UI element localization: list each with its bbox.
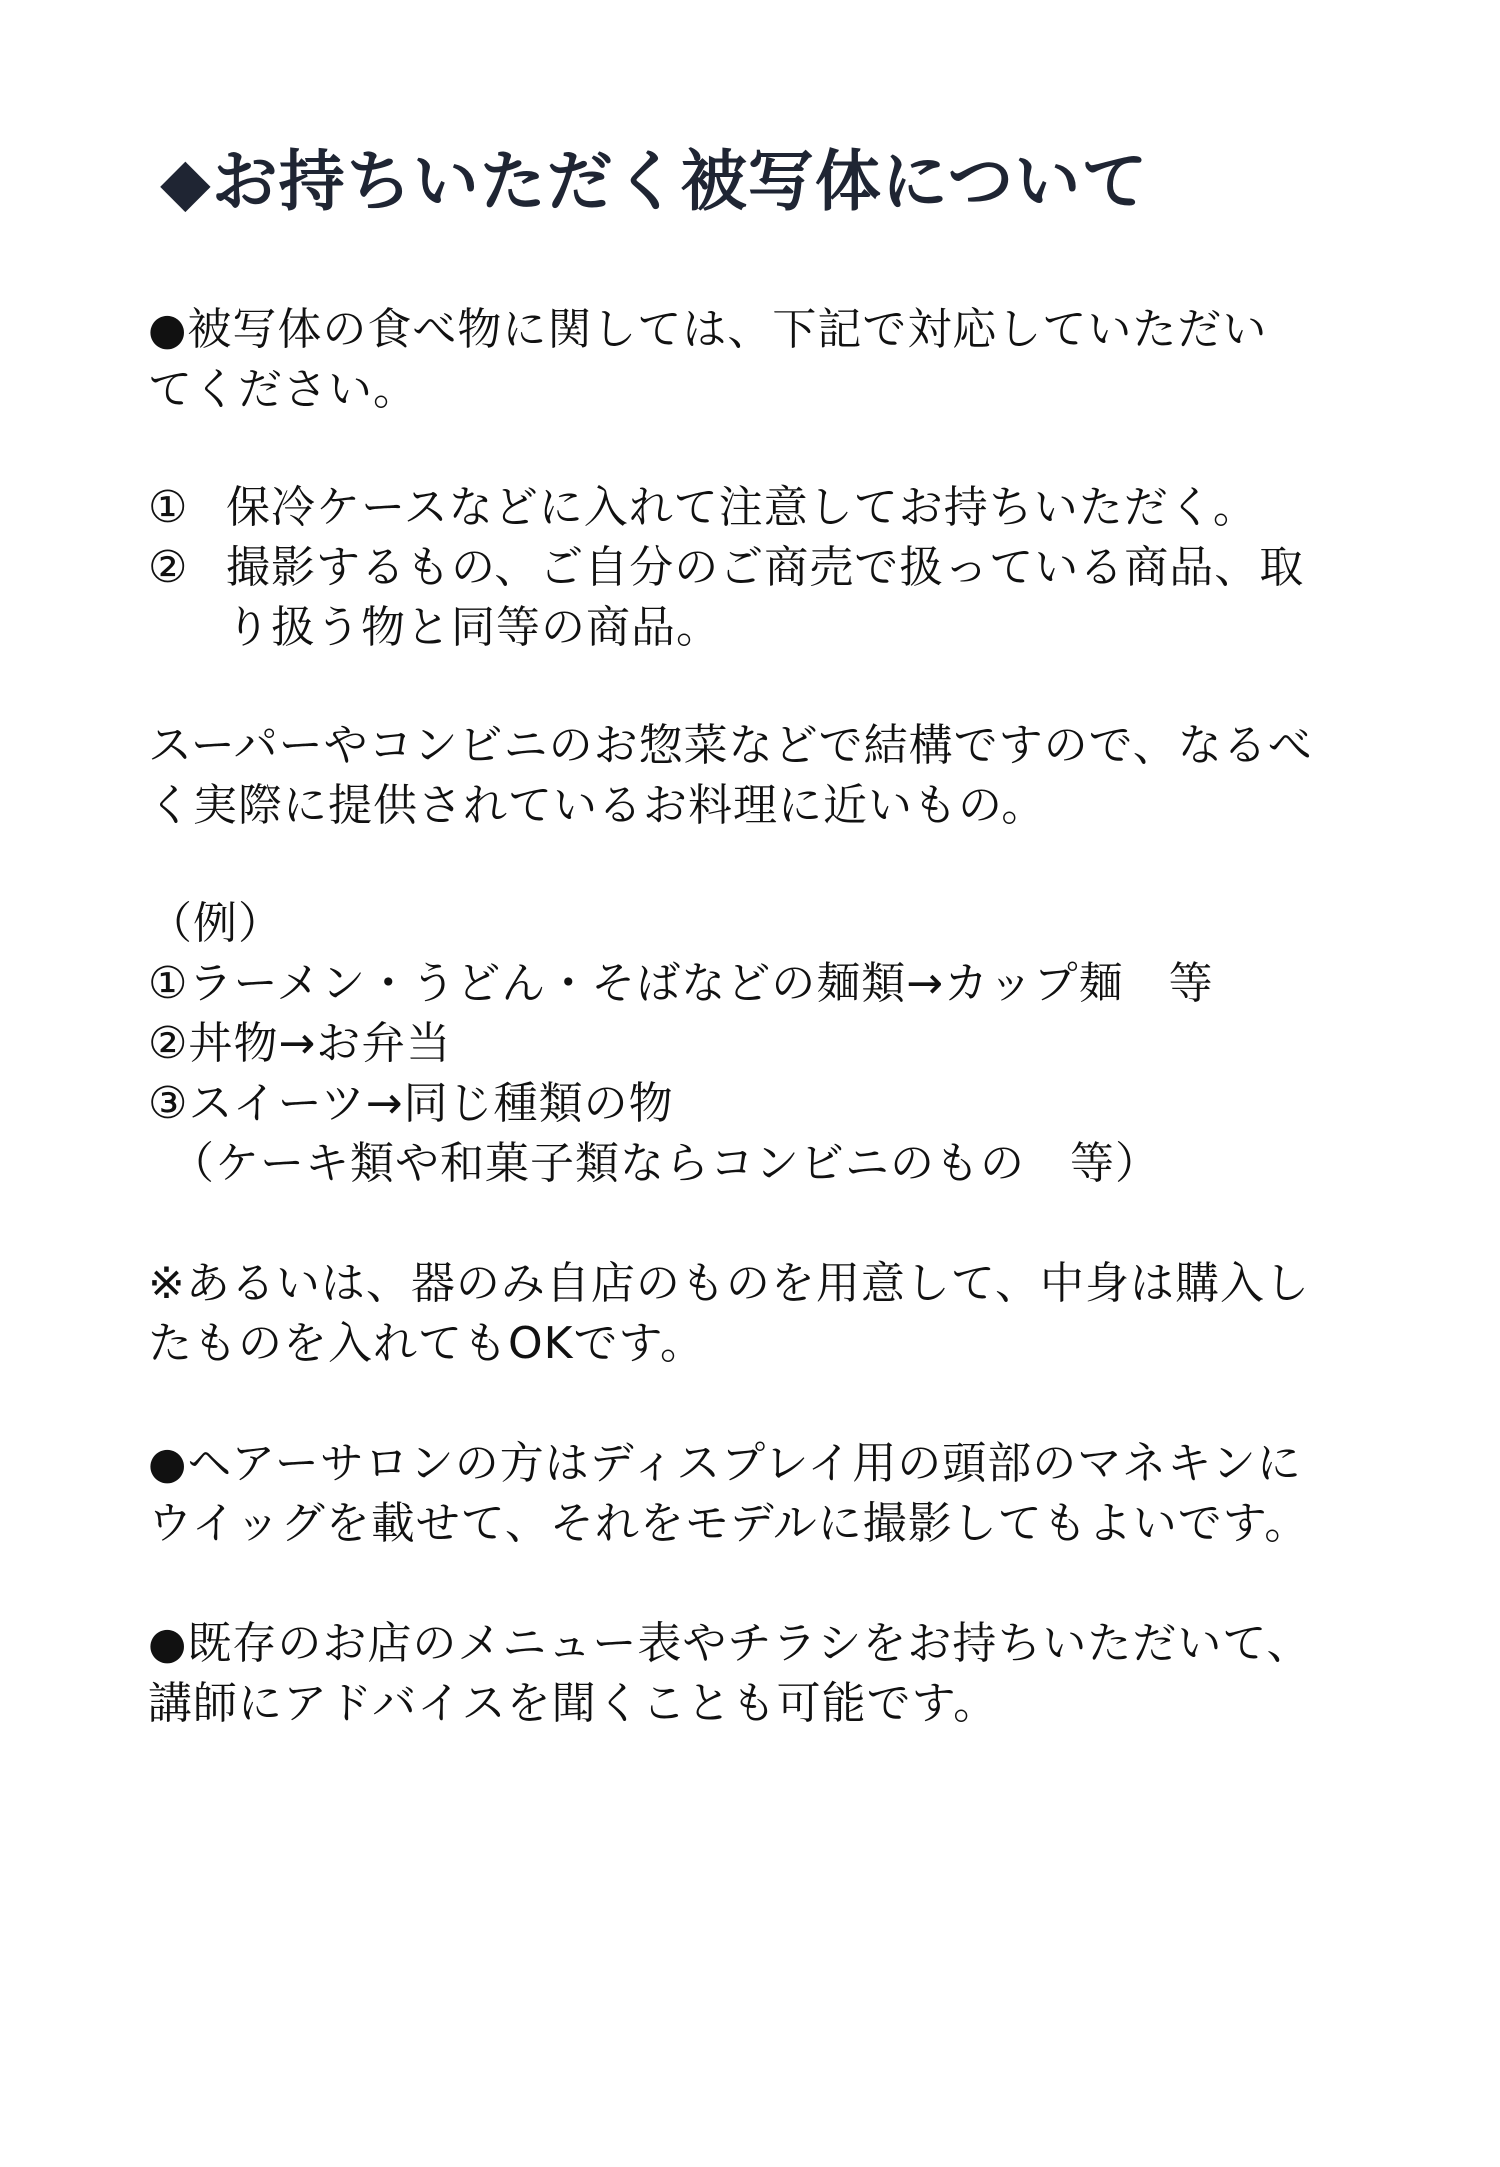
list-item-number: ① xyxy=(148,482,189,533)
example-item-note: （ケーキ類や和菓子類ならコンビニのもの 等） xyxy=(170,1138,1160,1189)
salon-line-2: ウイッグを載せて、それをモデルに撮影してもよいです。 xyxy=(148,1498,1310,1549)
list-item xyxy=(148,478,1258,538)
list-item-continuation: り扱う物と同等の商品。 xyxy=(226,602,721,653)
note-line-1: ※あるいは、器のみ自店のものを用意して、中身は購入し xyxy=(148,1258,1310,1309)
example-item: ①ラーメン・うどん・そばなどの麺類→カップ麺 等 xyxy=(148,958,1214,1009)
page-title: ◆お持ちいただく被写体について xyxy=(160,143,1149,220)
list-item xyxy=(148,538,1304,598)
menu-line-2: 講師にアドバイスを聞くことも可能です。 xyxy=(148,1678,999,1729)
salon-line-1: ●ヘアーサロンの方はディスプレイ用の頭部のマネキンに xyxy=(148,1438,1302,1489)
menu-line-1: ●既存のお店のメニュー表やチラシをお持ちいただいて、 xyxy=(148,1618,1312,1669)
food-intro-line-2: てください。 xyxy=(148,364,418,415)
list-item-number: ② xyxy=(148,542,189,593)
list-item-text: 撮影するもの、ご自分のご商売で扱っている商品、取 xyxy=(226,542,1305,593)
example-item: ②丼物→お弁当 xyxy=(148,1018,452,1069)
examples-heading: （例） xyxy=(148,898,283,949)
food-intro-line-1: ●被写体の食べ物に関しては、下記で対応していただい xyxy=(148,304,1268,355)
list-item-text: 保冷ケースなどに入れて注意してお持ちいただく。 xyxy=(226,482,1258,533)
supermarket-line-1: スーパーやコンビニのお惣菜などで結構ですので、なるべ xyxy=(148,720,1313,771)
supermarket-line-2: く実際に提供されているお料理に近いもの。 xyxy=(148,780,1047,831)
note-line-2: たものを入れてもOKです。 xyxy=(148,1318,705,1369)
example-item: ③スイーツ→同じ種類の物 xyxy=(148,1078,674,1129)
